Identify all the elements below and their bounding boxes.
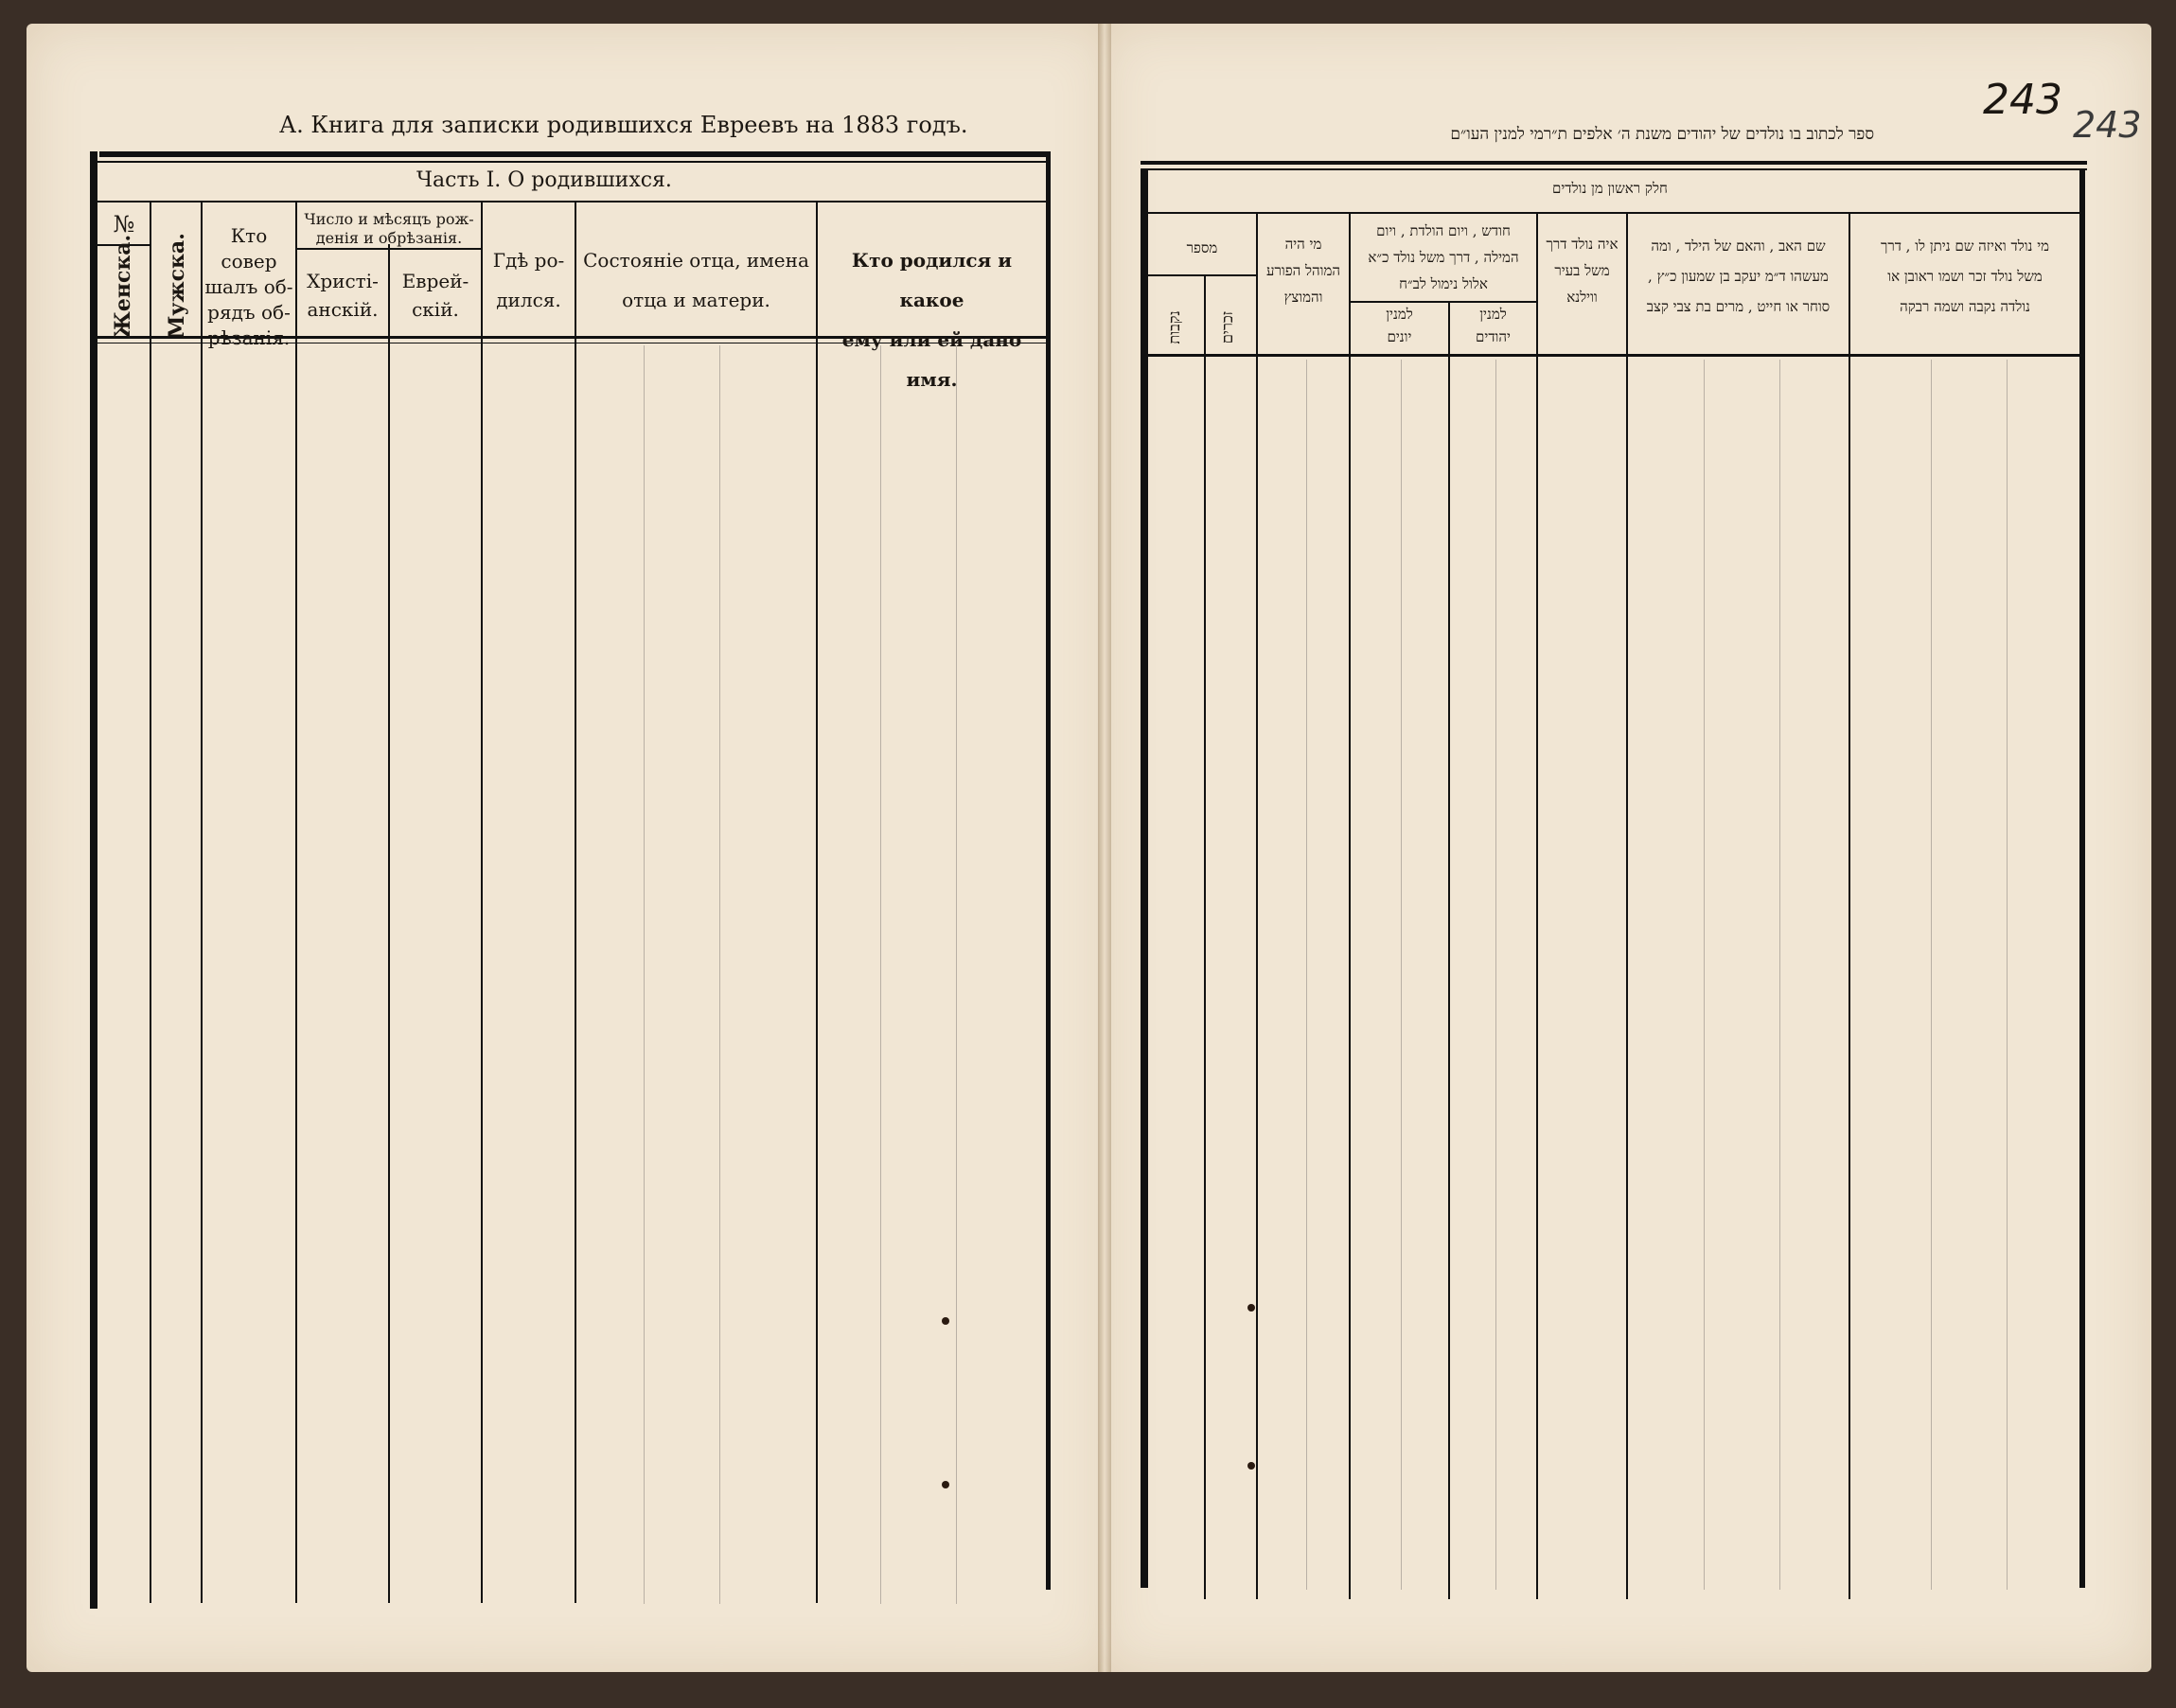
right-col-parents: שם האב , והאם של הילד , ומה מעשהו ד״מ יעקב בן שמעון כ״ץ , סוחר או חייט , מרים בת צבי קצב xyxy=(1646,238,1831,315)
right-right-border xyxy=(2079,168,2085,1588)
right-faint-line xyxy=(1306,360,1307,1590)
page-number: 243 xyxy=(1983,76,2062,124)
right-col-line xyxy=(1536,214,1538,1599)
right-col-line xyxy=(1349,214,1351,1599)
left-col-line xyxy=(575,202,576,1603)
left-col-parents: Состояніе отца, имена отца и матери. xyxy=(583,249,809,311)
left-col-male: Мужска. xyxy=(165,233,189,339)
right-faint-line xyxy=(1704,360,1705,1590)
right-col-line xyxy=(1256,214,1258,1599)
left-col-line xyxy=(481,202,483,1603)
left-faint-line xyxy=(956,345,957,1604)
left-faint-line xyxy=(644,345,645,1604)
right-header-rule xyxy=(1148,354,2079,357)
right-part-title: חלק ראשון מן נולדים xyxy=(1552,180,1668,197)
right-col-female: נקבות xyxy=(1165,310,1183,344)
right-faint-line xyxy=(1495,360,1496,1590)
left-right-border xyxy=(1046,151,1051,1590)
left-part-title: Часть I. О родившихся. xyxy=(416,168,672,192)
right-col-birthplace: איה נולד דרך משל בעיר ווילנא xyxy=(1546,236,1619,306)
binding-hole xyxy=(1247,1304,1255,1312)
left-col-line xyxy=(150,202,151,1603)
right-number-sub-rule xyxy=(1148,274,1256,276)
binding-hole xyxy=(942,1481,949,1488)
right-col-mohel: מי היה המוהל הפורע והמוצץ xyxy=(1266,236,1340,306)
left-faint-line xyxy=(880,345,881,1604)
right-left-border xyxy=(1141,168,1148,1588)
right-col-number: מספר xyxy=(1186,239,1218,256)
left-col-child: Кто родился и какое ему или ей дано имя. xyxy=(841,249,1022,391)
binding-hole xyxy=(1247,1462,1255,1470)
right-faint-line xyxy=(1401,360,1402,1590)
right-part-rule xyxy=(1148,212,2079,214)
right-faint-line xyxy=(2007,360,2008,1590)
left-faint-line xyxy=(719,345,720,1604)
left-date-sub-rule xyxy=(296,248,482,250)
right-col-male: זכרים xyxy=(1218,310,1236,344)
right-faint-line xyxy=(1931,360,1932,1590)
right-col-line xyxy=(1448,301,1450,1599)
left-col-line xyxy=(816,202,818,1603)
right-col-line xyxy=(1849,214,1850,1599)
binding-hole xyxy=(942,1317,949,1325)
right-col-secular: למנין יונים xyxy=(1386,306,1413,345)
right-col-jewish: למנין יהודים xyxy=(1476,306,1511,345)
right-page-heading: ספר לכתוב בו נולדים של יהודים משנת ה׳ אלפים ת״רמי למנין העו״ם xyxy=(1450,125,1874,144)
left-col-number: № xyxy=(113,211,135,238)
left-col-christian: Христі- анскій. xyxy=(307,270,379,321)
left-col-line xyxy=(388,244,390,1603)
left-col-line xyxy=(295,202,297,1603)
left-col-line xyxy=(201,202,203,1603)
left-col-circumciser: Кто совер шалъ об- рядъ об- рѣзанія. xyxy=(204,224,293,349)
left-col-jewish: Еврей- скій. xyxy=(401,270,469,321)
left-page-heading: А. Книга для записки родившихся Евреевъ на 1883 годъ. xyxy=(279,112,968,138)
left-col-birthplace: Гдѣ ро- дился. xyxy=(492,249,565,311)
left-border xyxy=(90,151,97,1609)
right-faint-line xyxy=(1779,360,1780,1590)
right-top-rule-thin xyxy=(1141,168,2087,170)
right-col-date-group: חודש , ויום הולדת , ויום המילה , דרך משל נולד כ״א אלול נימול לב״ח xyxy=(1368,222,1519,292)
left-col-date-group: Число и мѣсяцъ рож- денія и обрѣзанія. xyxy=(304,210,474,247)
left-part-rule xyxy=(97,201,1046,202)
right-col-child: מי נולד ואיזה שם ניתן לו , דרך משל נולד זכר ושמו ראובן או נולדה נקבה ושמה רבקה xyxy=(1880,238,2050,315)
left-col-female: Женска. xyxy=(111,234,135,339)
right-col-line xyxy=(1204,274,1206,1599)
right-col-line xyxy=(1626,214,1628,1599)
left-top-rule-thin xyxy=(90,161,1046,163)
right-top-rule xyxy=(1141,161,2087,165)
book-gutter xyxy=(1098,24,1111,1672)
page-number-handwritten: 243 xyxy=(2073,104,2142,146)
left-top-rule xyxy=(99,151,1046,157)
